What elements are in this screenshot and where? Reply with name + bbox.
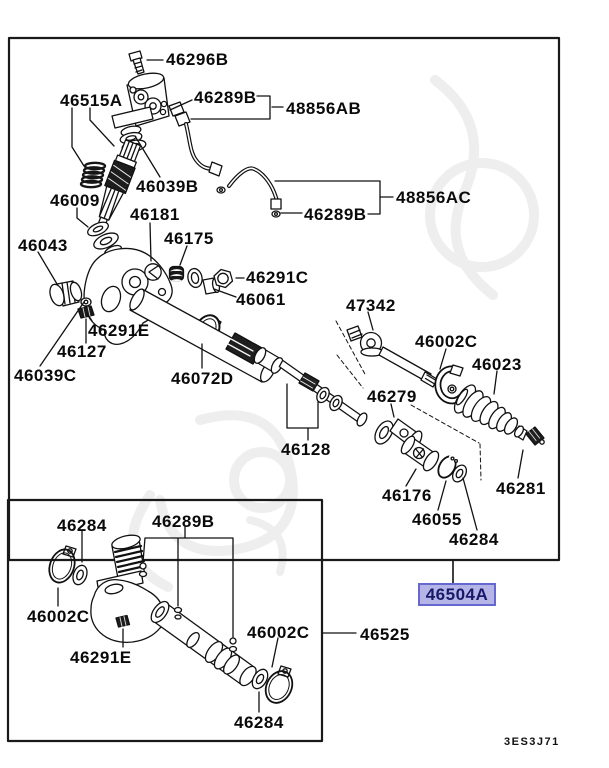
part-label-48856AB: 48856AB — [286, 99, 362, 118]
part-label-46127: 46127 — [57, 342, 107, 361]
plug-46281-part — [526, 427, 544, 445]
part-label-46515A: 46515A — [60, 91, 123, 110]
washer-46284-part — [450, 463, 469, 485]
part-label-46289B-3: 46289B — [152, 512, 215, 531]
part-label-46181: 46181 — [130, 205, 180, 224]
part-label-46002C-2: 46002C — [27, 607, 90, 626]
part-label-46291E-1: 46291E — [88, 321, 150, 340]
part-label-46279: 46279 — [367, 387, 417, 406]
part-label-46128: 46128 — [281, 440, 331, 459]
bolt-46296B-part — [129, 51, 144, 74]
part-label-46291C: 46291C — [246, 268, 309, 287]
figure-code: 3ES3J71 — [504, 736, 560, 748]
part-label-46289B-1: 46289B — [194, 88, 257, 107]
part-label-46289B-2: 46289B — [304, 205, 367, 224]
part-label-46002C-1: 46002C — [415, 332, 478, 351]
spring-46515A-part — [81, 163, 105, 187]
part-label-46072D: 46072D — [171, 369, 234, 388]
part-label-46039B: 46039B — [136, 177, 199, 196]
part-label-47342: 47342 — [346, 296, 396, 315]
part-label-46061: 46061 — [236, 290, 286, 309]
part-label-48856AC: 48856AC — [396, 188, 472, 207]
boot-46023-part — [450, 382, 527, 440]
part-label-46175: 46175 — [164, 229, 214, 248]
part-label-46009: 46009 — [50, 191, 100, 210]
part-label-46002C-3: 46002C — [247, 623, 310, 642]
part-label-46291E-2: 46291E — [70, 648, 132, 667]
part-label-46055: 46055 — [412, 510, 462, 529]
part-label-46284-3: 46284 — [234, 713, 284, 732]
pipe-48856AC-part — [229, 168, 281, 217]
part-label-46043: 46043 — [18, 236, 68, 255]
part-label-46039C: 46039C — [14, 366, 77, 385]
part-label-46023: 46023 — [472, 355, 522, 374]
part-label-46284-2: 46284 — [57, 516, 107, 535]
part-label-46281: 46281 — [496, 479, 546, 498]
part-label-46176: 46176 — [382, 486, 432, 505]
part-label-46284-1: 46284 — [449, 530, 499, 549]
part-label-46504A-highlighted[interactable]: 46504A — [418, 583, 496, 606]
part-label-46296B: 46296B — [166, 50, 229, 69]
part-label-46525: 46525 — [360, 625, 410, 644]
valve-housing-part — [112, 70, 190, 128]
